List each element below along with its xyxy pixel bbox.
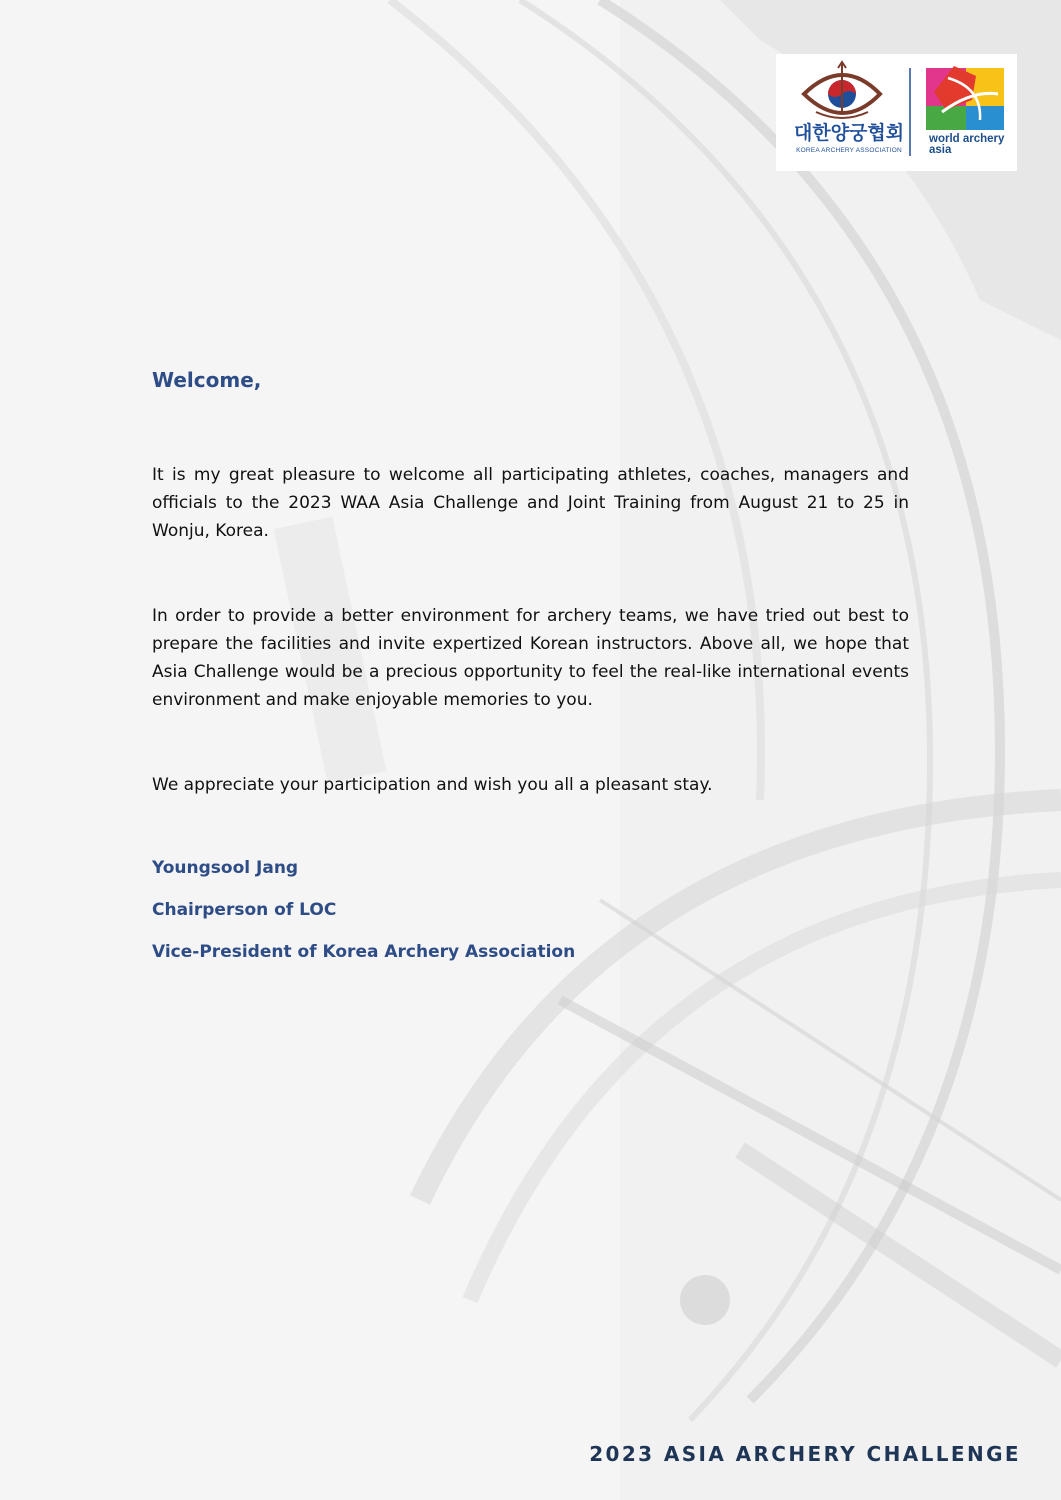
world-archery-asia-wordmark — [929, 134, 1015, 156]
kaa-eye-emblem-icon — [804, 62, 880, 118]
letter-paragraph-3: We appreciate your participation and wish you all a pleasant stay. — [152, 775, 713, 795]
kaa-english-name: KOREA ARCHERY ASSOCIATION — [796, 147, 902, 154]
signature-title-1: Chairperson of LOC — [152, 900, 337, 920]
wordmark-line-2: asia — [929, 144, 952, 156]
signature-name: Youngsool Jang — [152, 858, 299, 878]
world-archery-asia-emblem-icon — [926, 66, 1004, 130]
letter-greeting: Welcome, — [152, 368, 262, 392]
letter-paragraph-1: It is my great pleasure to welcome all participating athletes, coaches, managers and officials to the 2023 WAA Asia Challenge and Joint Training from August 21 to 25 in Wonju, Korea. — [152, 465, 909, 541]
footer-event-title: 2023 ASIA ARCHERY CHALLENGE — [589, 1442, 1021, 1466]
letter-paragraph-2: In order to provide a better environment for archery teams, we have tried out best to prepare the facilities and invite expertized Korean instructors. Above all, we hope that Asia Challenge would be a precious opportunity to feel the real-like international events environment and make enjoyable memories to you. — [152, 606, 909, 710]
wordmark-line-1: world archery — [929, 133, 1005, 145]
kaa-korean-name: 대한양궁협회 — [793, 122, 905, 144]
sponsor-logos — [776, 54, 1017, 171]
signature-title-2: Vice-President of Korea Archery Association — [152, 942, 576, 962]
